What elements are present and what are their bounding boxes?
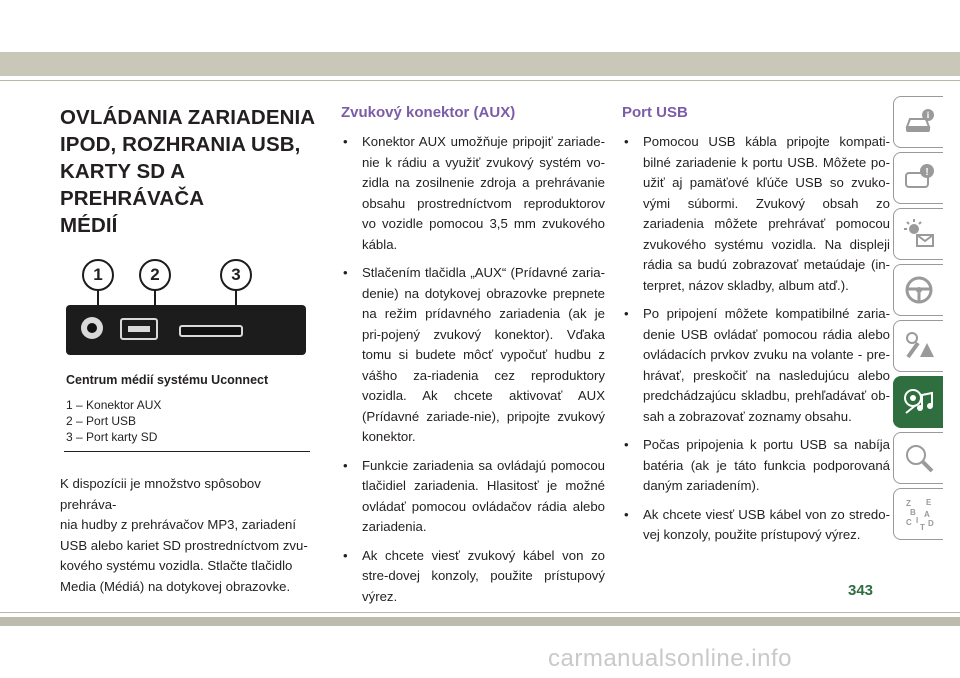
aux-bullet-list: [341, 132, 605, 607]
callout-3: 3: [220, 259, 252, 291]
usb-bullet: • Po pripojení môžete kompatibilné zaria-denie USB ovládať pomocou rádia alebo ovládacích prvkov zvuku na volante - pre-hrávať, preskočiť na nasledujúcu alebo predchádzajúcu skladbu, prehľadávať ob-sah a zobrazovať zoznamy obsahu.: [622, 304, 890, 427]
index-letters-icon: [902, 497, 936, 531]
legend-item: 1 – Konektor AUX: [66, 398, 162, 412]
title-line: MÉDIÍ: [60, 214, 118, 237]
tab-dashboard[interactable]: [893, 152, 943, 204]
steering-wheel-icon: [902, 273, 936, 307]
intro-line: kového systému vozidla. Stlačte tlačidlo: [60, 558, 293, 573]
watermark: carmanualsonline.info: [548, 645, 792, 672]
tab-driving[interactable]: [893, 264, 943, 316]
callout-1: 1: [82, 259, 114, 291]
index-letter: B: [909, 508, 916, 517]
index-letter: E: [925, 498, 931, 507]
bottom-band: [0, 617, 960, 626]
lights-mail-icon: [902, 217, 936, 251]
figure-caption: Centrum médií systému Uconnect: [66, 373, 269, 387]
left-column: [60, 104, 318, 597]
usb-port: [120, 318, 158, 340]
tab-search[interactable]: [893, 432, 943, 484]
bottom-rule: [0, 612, 960, 613]
aux-jack: [81, 317, 103, 339]
intro-line: Media (Médiá) na dotykovej obrazovke.: [60, 578, 291, 594]
aux-bullet: • Stlačením tlačidla „AUX“ (Prídavné zaria-denie) na dotykovej obrazovke prepnete na režim prídavného zariadenia (ak je pri-pojený zvukový konektor). Vďaka tomu si budete môcť vypočuť hudbu z vášho za-riadenia cez reproduktory vozidla. Ak chcete aktivovať AUX (Prídavné zariade-nie), pripojte zvukový konektor.: [341, 263, 605, 448]
legend-item: 2 – Port USB: [66, 414, 137, 428]
legend-item: 3 – Port karty SD: [66, 430, 158, 444]
index-letter: A: [923, 510, 930, 519]
title-line: KARTY SD A PREHRÁVAČA: [60, 160, 205, 210]
media-hub-panel: [66, 305, 306, 355]
tab-index[interactable]: [893, 488, 943, 540]
index-letter: I: [915, 516, 918, 525]
intro-line: K dispozícii je množstvo spôsobov prehráva-: [60, 476, 261, 512]
index-letter: C: [905, 518, 912, 527]
legend-divider: [64, 451, 310, 452]
index-letter: Z: [905, 499, 911, 508]
index-letter: T: [919, 523, 925, 531]
tab-lights[interactable]: [893, 208, 943, 260]
callout-2: 2: [139, 259, 171, 291]
aux-bullet: • Konektor AUX umožňuje pripojiť zariade-nie k rádiu a využiť zvukový systém vo-zidla na zosilnenie zdroja a prehrávanie obsahu prostredníctvom reproduktorov vo vozidle pomocou 3,5 mm zvukového kábla.: [341, 132, 605, 255]
wrench-warning-icon: [902, 329, 936, 363]
page-number: 343: [848, 582, 874, 599]
intro-paragraph: [60, 474, 318, 597]
aux-column: [341, 104, 605, 615]
intro-line: nia hudby z prehrávačov MP3, zariadení: [60, 517, 297, 532]
aux-bullet: • Ak chcete viesť zvukový kábel von zo stre-dovej konzoly, použite prístupový výrez.: [341, 546, 605, 608]
usb-section-title: Port USB: [622, 104, 688, 121]
title-line: IPOD, ROZHRANIA USB,: [60, 133, 301, 156]
warning-info-icon: [902, 161, 936, 195]
usb-bullet: • Počas pripojenia k portu USB sa nabíja batéria (ak je táto funkcia podporovaná daným zariadením).: [622, 435, 890, 497]
usb-bullet: • Pomocou USB kábla pripojte kompati-bilné zariadenie k portu USB. Môžete po-užiť aj pamäťové kľúče USB so zvuko-vými súbormi. Zvukový obsah zo zariadenia môžete prehrávať pomocou zvukového systému vozidla. Na displeji rádia sa budú zobrazovať metaúdaje (in-terpret, názov skladby, album atď.).: [622, 132, 890, 296]
usb-column: [622, 104, 890, 554]
tab-emergency[interactable]: [893, 320, 943, 372]
svg-text:i: i: [926, 110, 929, 120]
index-letter: D: [927, 519, 934, 528]
top-rule: [0, 80, 960, 81]
multimedia-music-icon: [902, 385, 936, 419]
media-hub-figure: [60, 257, 308, 365]
car-info-icon: [902, 105, 936, 139]
intro-line: USB alebo kariet SD prostredníctvom zvu-: [60, 537, 308, 553]
tab-multimedia[interactable]: [893, 376, 943, 428]
aux-bullet: • Funkcie zariadenia sa ovládajú pomocou tlačidiel zariadenia. Hlasitosť je možné ovládať pomocou ovládačov rádia alebo zariadenia.: [341, 456, 605, 538]
usb-bullet-list: [622, 132, 890, 546]
svg-text:!: !: [924, 167, 929, 178]
sd-card-slot: [179, 325, 243, 337]
aux-section-title: Zvukový konektor (AUX): [341, 104, 516, 121]
search-icon: [902, 441, 936, 475]
chapter-tabs: [893, 96, 945, 544]
top-band: [0, 52, 960, 76]
tab-vehicle[interactable]: [893, 96, 943, 148]
usb-bullet: • Ak chcete viesť USB kábel von zo stredo-vej konzoly, použite prístupový výrez.: [622, 505, 890, 546]
page-title: [60, 104, 318, 239]
title-line: OVLÁDANIA ZARIADENIA: [60, 106, 316, 129]
